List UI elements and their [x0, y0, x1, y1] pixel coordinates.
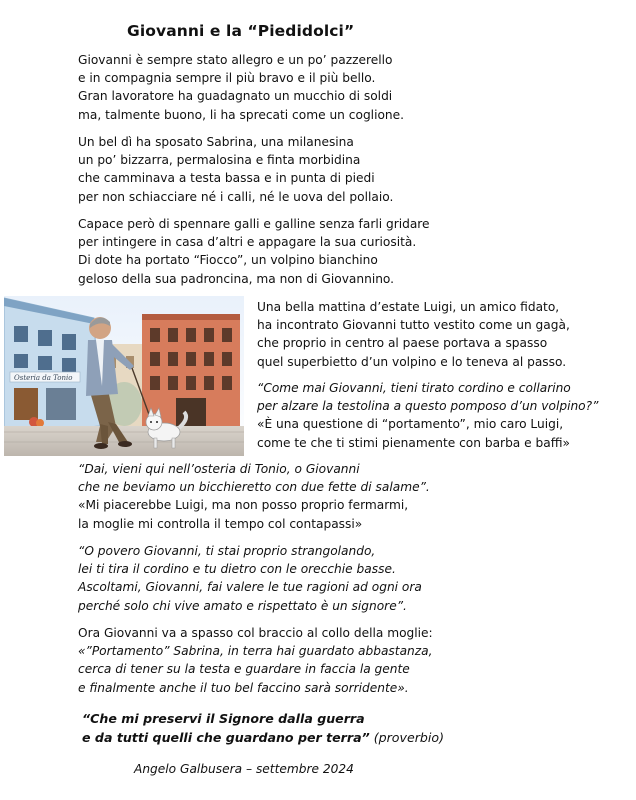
- proverb-line: e da tutti quelli che guardano per terra”: [82, 730, 370, 745]
- verse-line: perché solo chi vive amato e rispettato è un signore”.: [78, 598, 407, 613]
- shop-sign: Osteria da Tonio: [14, 374, 73, 382]
- verse-line: «È una questione di “portamento”, mio caro Luigi,: [257, 417, 564, 432]
- stanza-8: [78, 624, 433, 697]
- verse-line: per intingere in casa d’altri e appagare la sua curiosità.: [78, 235, 417, 250]
- verse-line: “Dai, vieni qui nell’osteria di Tonio, o Giovanni: [78, 462, 360, 476]
- verse-line: la moglie mi controlla il tempo col contapassi»: [78, 516, 363, 531]
- verse-line: e in compagnia sempre il più bravo e il più bello.: [78, 71, 376, 86]
- verse-line: Di dote ha portato “Fiocco”, un volpino bianchino: [78, 253, 378, 268]
- proverb-line: “Che mi preservi il Signore dalla guerra: [82, 711, 365, 726]
- stanza-4: [257, 298, 570, 371]
- verse-line: Un bel dì ha sposato Sabrina, una milanesina: [78, 135, 354, 149]
- proverb-quote: [82, 709, 444, 747]
- verse-line: come te che ti stimi pienamente con barba e baffi»: [257, 435, 570, 450]
- verse-line: Ora Giovanni va a spasso col braccio al collo della moglie:: [78, 626, 433, 640]
- stanza-3: [78, 215, 430, 288]
- verse-line: lei ti tira il cordino e tu dietro con le orecchie basse.: [78, 562, 396, 577]
- stanza-6: [78, 460, 430, 533]
- verse-line: geloso della sua padroncina, ma non di Giovannino.: [78, 271, 395, 286]
- verse-line: che ne beviamo un bicchieretto con due fette di salame”.: [78, 480, 430, 495]
- verse-line: “Come mai Giovanni, tieni tirato cordino e collarino: [257, 381, 571, 395]
- verse-line: Ascoltami, Giovanni, fai valere le tue ragioni ad ogni ora: [78, 580, 422, 595]
- verse-line: che proprio in centro al paese portava a spasso: [257, 336, 548, 351]
- verse-line: «Mi piacerebbe Luigi, ma non posso proprio fermarmi,: [78, 498, 409, 513]
- stanza-5: [257, 379, 598, 452]
- verse-line: ha incontrato Giovanni tutto vestito come un gagà,: [257, 318, 570, 333]
- author-signature: Angelo Galbusera – settembre 2024: [134, 762, 354, 776]
- verse-line: ma, talmente buono, li ha sprecati come un coglione.: [78, 107, 405, 122]
- stanza-7: [78, 542, 422, 615]
- stanza-2: [78, 133, 393, 206]
- verse-line: Capace però di spennare galli e galline senza farli gridare: [78, 217, 430, 231]
- verse-line: e finalmente anche il tuo bel faccino sarà sorridente».: [78, 680, 409, 695]
- verse-line: Una bella mattina d’estate Luigi, un amico fidato,: [257, 300, 560, 314]
- verse-line: per non schiacciare né i calli, né le uova del pollaio.: [78, 189, 394, 204]
- verse-line: «”Portamento” Sabrina, in terra hai guardato abbastanza,: [78, 644, 433, 659]
- verse-line: per alzare la testolina a questo pomposo d’un volpino?”: [257, 399, 599, 414]
- verse-line: Gran lavoratore ha guadagnato un mucchio di soldi: [78, 89, 393, 104]
- poem-title: Giovanni e la “Piedidolci”: [127, 22, 355, 40]
- verse-line: che camminava a testa bassa e in punta di piedi: [78, 171, 375, 186]
- verse-line: “O povero Giovanni, ti stai proprio strangolando,: [78, 544, 376, 558]
- verse-line: Giovanni è sempre stato allegro e un po’ pazzerello: [78, 53, 393, 67]
- street-illustration: [4, 296, 244, 456]
- verse-line: quel superbietto d’un volpino e lo teneva al passo.: [257, 354, 567, 369]
- proverb-source: (proverbio): [369, 730, 445, 745]
- verse-line: un po’ bizzarra, permalosina e finta morbidina: [78, 153, 361, 168]
- stanza-1: [78, 51, 404, 124]
- verse-line: cerca di tener su la testa e guardare in faccia la gente: [78, 662, 410, 677]
